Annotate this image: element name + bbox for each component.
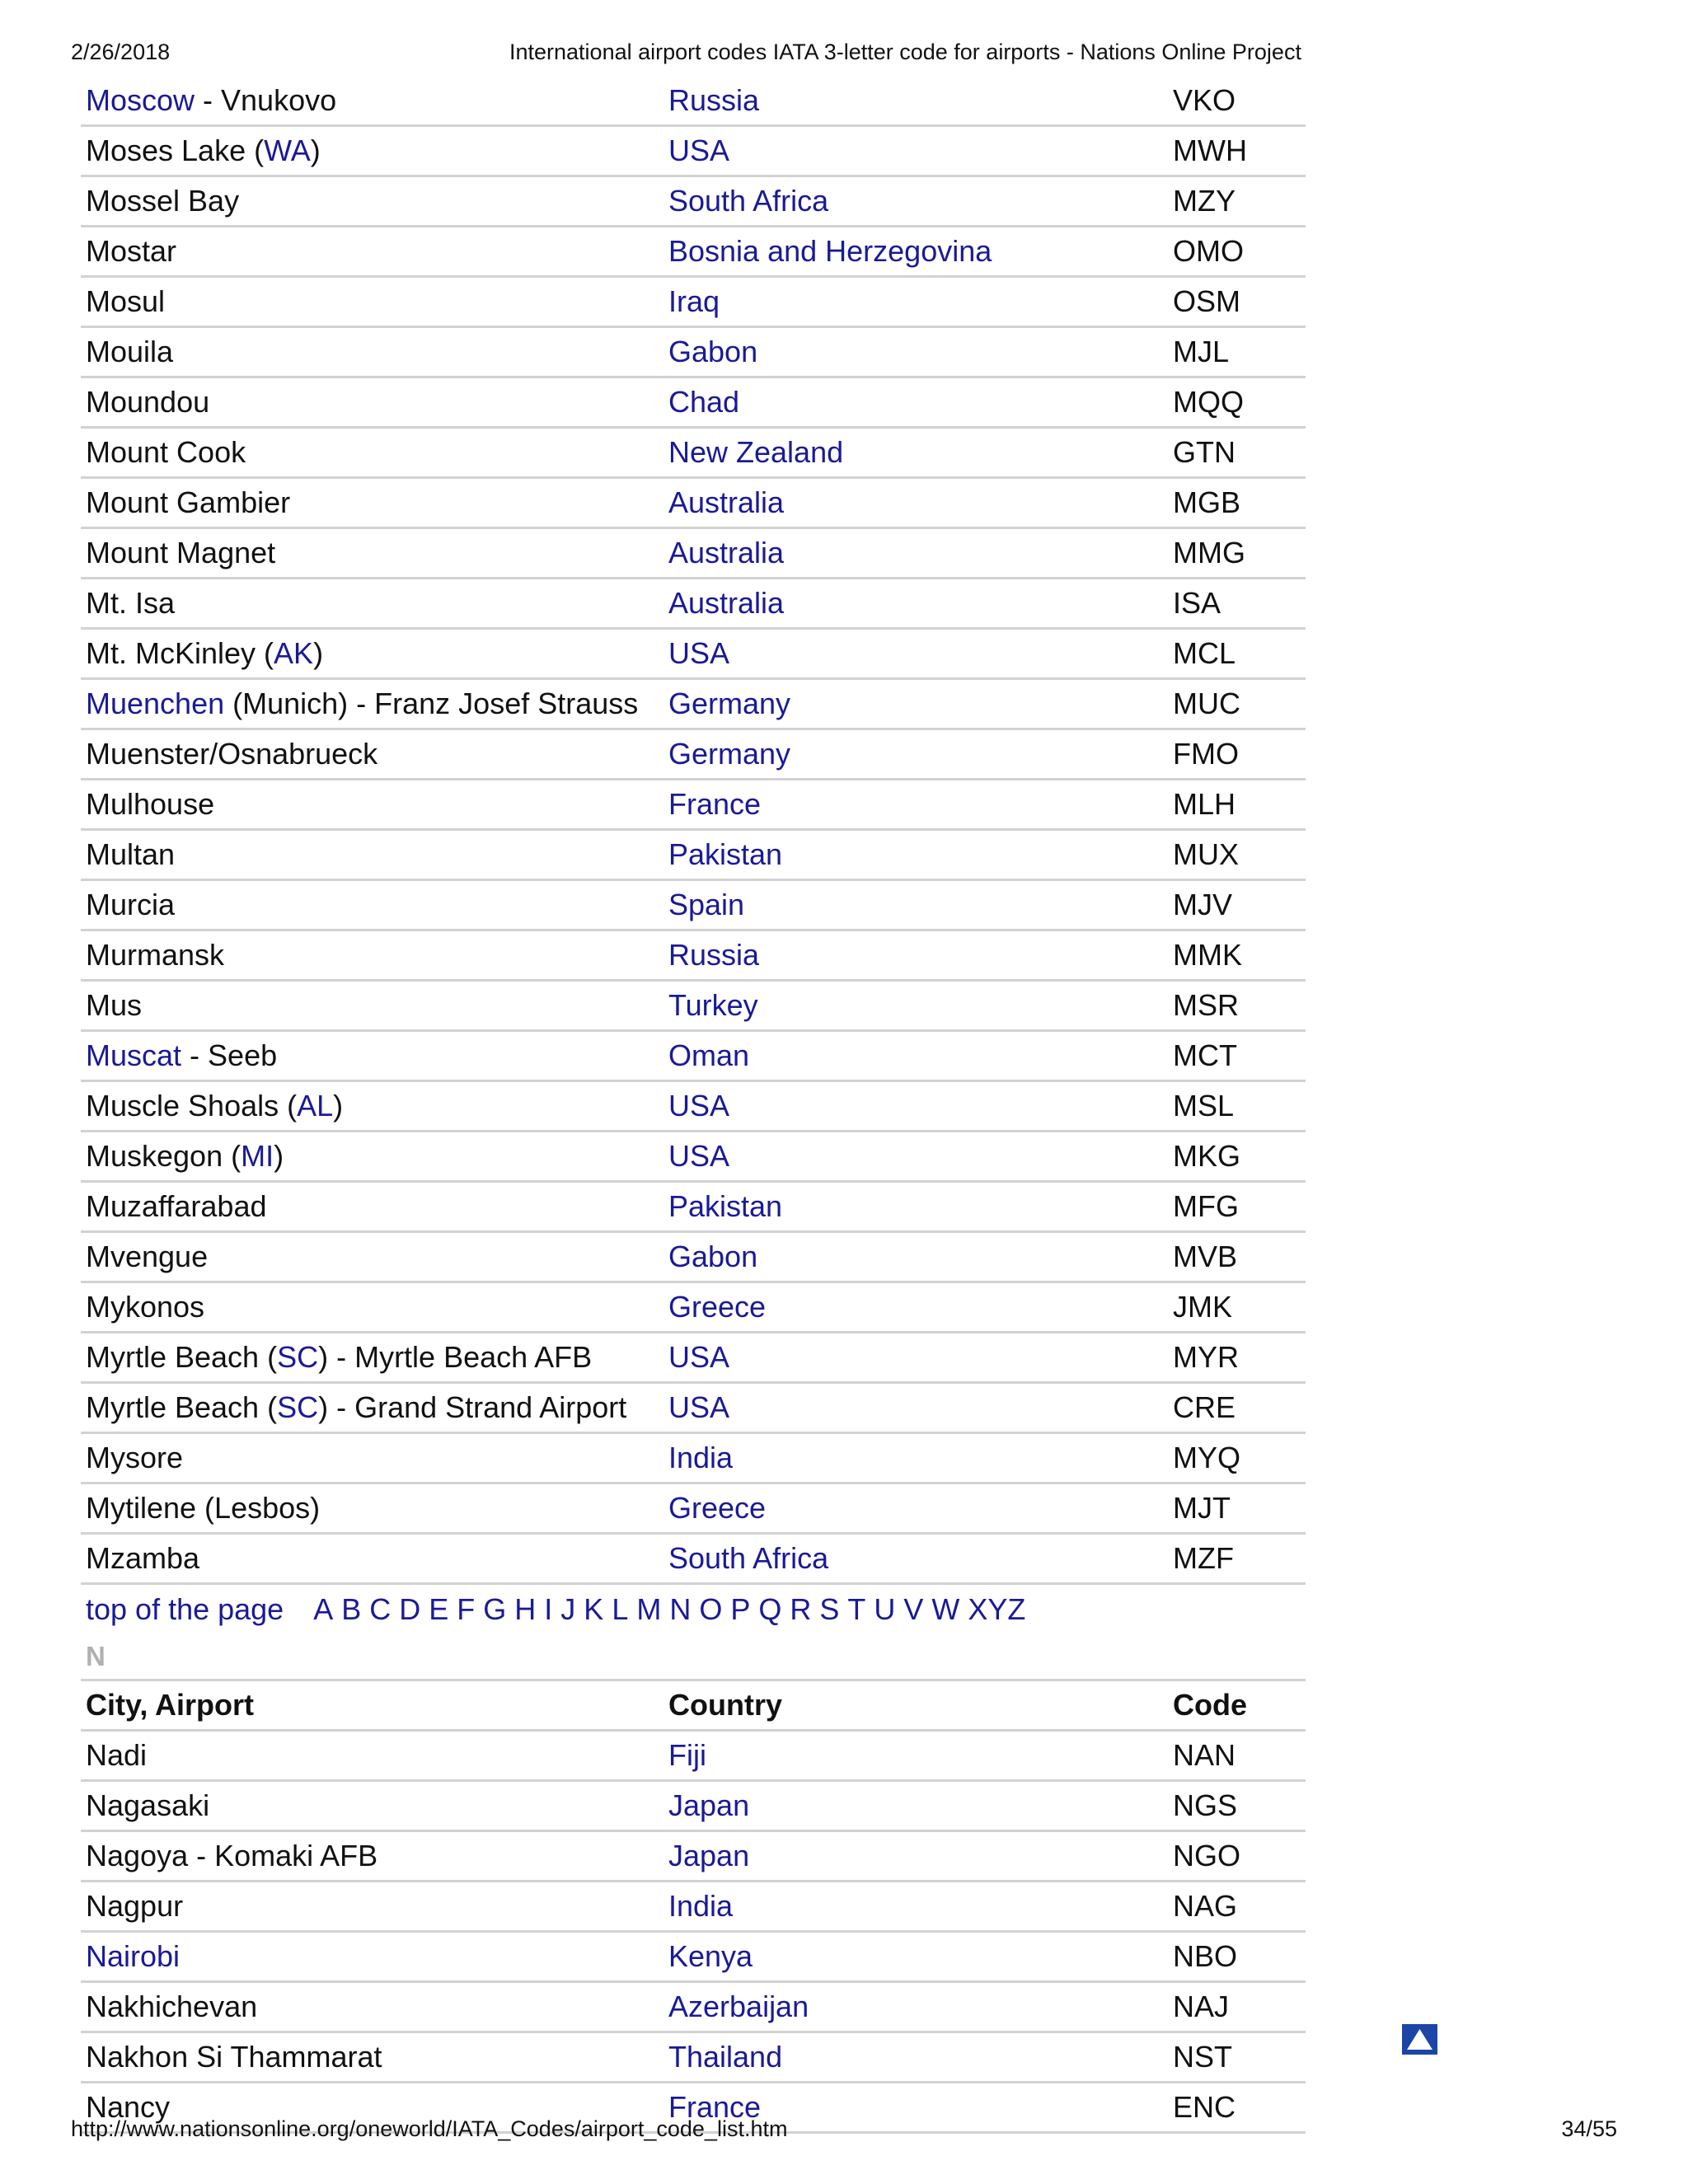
letter-link[interactable]: W [931,1592,960,1626]
city-text: Nagoya - Komaki AFB [86,1839,378,1872]
letter-link[interactable]: P [730,1592,751,1626]
iata-code: OSM [1173,284,1241,318]
table-row [81,1782,1306,1832]
table-row [81,982,1306,1032]
letter-link[interactable]: T [847,1592,866,1626]
iata-code: MGB [1173,485,1241,519]
iata-code: MVB [1173,1240,1238,1273]
letter-link[interactable]: XYZ [968,1592,1026,1626]
letter-link[interactable]: G [483,1592,507,1626]
iata-code: MYQ [1173,1441,1241,1474]
city-text: - Vnukovo [195,83,337,117]
city-airport-cell [81,988,668,1023]
country-link[interactable]: Iraq [668,284,720,318]
city-airport-cell [81,1240,668,1274]
city-airport-cell [81,1939,668,1974]
city-airport-cell [81,435,668,470]
iata-code: NAJ [1173,1990,1230,2023]
iata-code: MSL [1173,1089,1235,1122]
table-row [81,1384,1306,1434]
city-airport-cell [81,1038,668,1073]
table-row [81,529,1306,579]
iata-code: MCL [1173,636,1236,670]
city-text: Nancy [86,2090,171,2124]
city-text: Muzaffarabad [86,1189,267,1223]
city-text: Mus [86,988,143,1022]
city-airport-cell [81,737,668,771]
country-link[interactable]: Spain [668,888,745,921]
iata-code: NAN [1173,1738,1236,1772]
city-airport-cell [81,485,668,520]
country-link[interactable]: India [668,1441,734,1474]
city-text: Myrtle Beach ( [86,1340,278,1374]
country-link[interactable]: Pakistan [668,837,783,871]
city-text: ) [310,134,321,167]
city-text: Nadi [86,1738,148,1772]
country-link[interactable]: USA [668,1340,730,1374]
iata-code: NAG [1173,1889,1238,1923]
city-airport-cell [81,1139,668,1174]
country-link[interactable]: USA [668,636,730,670]
city-airport-cell [81,1541,668,1576]
letter-link[interactable]: E [429,1592,449,1626]
letter-link[interactable]: C [369,1592,392,1626]
country-link[interactable]: Japan [668,1839,750,1872]
city-text: Nakhon Si Thammarat [86,2040,382,2074]
iata-code: MZY [1173,184,1236,218]
iata-code: MCT [1173,1038,1237,1072]
city-text: ) [333,1089,344,1122]
letter-link[interactable]: V [903,1592,924,1626]
city-text: Mount Cook [86,435,246,469]
letter-link[interactable]: L [612,1592,629,1626]
country-link[interactable]: Russia [668,938,760,972]
letter-links [313,1592,1034,1627]
table-header-row [81,1681,1306,1732]
table-row [81,780,1306,831]
table-row [81,1032,1306,1082]
country-link[interactable]: Chad [668,385,740,419]
letter-link[interactable]: S [819,1592,840,1626]
city-text: Nagasaki [86,1788,210,1822]
city-text: Mosul [86,284,166,318]
print-header [71,40,1617,73]
country-link[interactable]: Japan [668,1788,750,1822]
country-link[interactable]: Australia [668,536,785,569]
iata-code: MSR [1173,988,1239,1022]
country-link[interactable]: Germany [668,737,791,771]
city-text: Mostar [86,234,177,268]
city-text: Muscle Shoals ( [86,1089,298,1122]
city-text: (Munich) - Franz Josef Strauss [224,687,639,720]
city-link[interactable]: AL [297,1089,334,1122]
letter-link[interactable]: U [874,1592,896,1626]
table-row [81,881,1306,931]
iata-code: FMO [1173,737,1239,771]
letter-link[interactable]: B [341,1592,362,1626]
city-airport-cell [81,1738,668,1773]
iata-code: NBO [1173,1939,1238,1973]
city-text: Mt. Isa [86,586,176,620]
city-text: Myrtle Beach ( [86,1390,278,1424]
city-airport-cell [81,385,668,419]
city-airport-cell [81,234,668,269]
iata-code: MZF [1173,1541,1234,1575]
letter-link[interactable]: H [514,1592,537,1626]
country-link[interactable]: India [668,1889,734,1923]
letter-link[interactable]: K [584,1592,604,1626]
table-row [81,680,1306,730]
city-text: - Seeb [181,1038,278,1072]
country-link[interactable]: USA [668,1139,730,1173]
country-link[interactable]: Fiji [668,1738,706,1772]
country-link[interactable]: France [668,2090,762,2124]
table-row [81,1233,1306,1283]
city-text: Moses Lake ( [86,134,265,167]
table-row [81,1283,1306,1333]
city-text: Mytilene (Lesbos) [86,1491,321,1525]
country-link[interactable]: Germany [668,687,791,720]
city-text: Moundou [86,385,210,419]
table-row [81,1535,1306,1585]
letter-link[interactable]: A [313,1592,334,1626]
city-text: Mount Gambier [86,485,291,519]
country-link[interactable]: USA [668,1390,730,1424]
iata-code: MLH [1173,787,1236,821]
country-link[interactable]: USA [668,134,730,167]
iata-code: MMG [1173,536,1245,569]
table-row [81,1882,1306,1933]
print-title: International airport codes IATA 3-letter code for airports - Nations Online Project [509,40,1301,64]
city-airport-cell [81,1889,668,1924]
country-link[interactable]: Oman [668,1038,750,1072]
city-airport-cell [81,938,668,972]
city-text: Murmansk [86,938,225,972]
city-link[interactable]: Muenchen [86,687,225,720]
table-row [81,1732,1306,1782]
table-row [81,1983,1306,2033]
city-airport-cell [81,586,668,621]
table-row [81,1333,1306,1384]
page-url: http://www.nationsonline.org/oneworld/IATA_Codes/airport_code_list.htm [71,2116,788,2141]
table-row [81,1082,1306,1132]
country-link[interactable]: Pakistan [668,1189,783,1223]
table-row [81,1832,1306,1882]
city-text: Mzamba [86,1541,200,1575]
letter-link[interactable]: R [790,1592,812,1626]
print-footer [71,2116,1617,2149]
city-text: Muenster/Osnabrueck [86,737,378,771]
city-airport-cell [81,687,668,721]
city-airport-cell [81,134,668,168]
table-row [81,328,1306,378]
print-date: 2/26/2018 [71,40,171,64]
city-text: Nagpur [86,1889,184,1923]
city-text: Murcia [86,888,176,921]
iata-code: ISA [1173,586,1221,620]
country-link[interactable]: France [668,787,762,821]
airport-code-table [81,77,1306,2134]
city-text: Mysore [86,1441,184,1474]
city-text: ) [313,636,324,670]
rows-after-section [81,1732,1306,2134]
city-text: Mykonos [86,1290,205,1324]
city-airport-cell [81,1441,668,1475]
city-text: ) - Myrtle Beach AFB [318,1340,593,1374]
table-row [81,630,1306,680]
city-text: ) - Grand Strand Airport [318,1390,627,1424]
city-link[interactable]: Moscow [86,83,195,117]
letter-link[interactable]: Q [758,1592,782,1626]
city-link[interactable]: Muscat [86,1038,182,1072]
top-of-page-link[interactable]: top of the page [86,1592,284,1626]
table-row [81,429,1306,479]
city-text: Mt. McKinley ( [86,636,274,670]
section-letter-heading: N [81,1634,1306,1681]
iata-code: MJV [1173,888,1232,921]
city-link[interactable]: SC [277,1340,319,1374]
country-link[interactable]: Australia [668,485,785,519]
iata-code: MUC [1173,687,1240,720]
city-airport-cell [81,1839,668,1873]
letter-navigation [81,1585,1306,1634]
table-row [81,1132,1306,1183]
country-link[interactable]: Australia [668,586,785,620]
city-airport-cell [81,83,668,118]
city-airport-cell [81,1089,668,1123]
letter-link[interactable]: J [560,1592,576,1626]
letter-link[interactable]: M [636,1592,662,1626]
iata-code: MJL [1173,335,1230,368]
city-airport-cell [81,787,668,822]
iata-code: MKG [1173,1139,1241,1173]
scroll-to-top-button[interactable] [1402,2024,1437,2055]
country-link[interactable]: Gabon [668,335,758,368]
iata-code: OMO [1173,234,1244,268]
iata-code: MYR [1173,1340,1239,1374]
city-text: ) [274,1139,284,1173]
letter-link[interactable]: N [669,1592,692,1626]
iata-code: MJT [1173,1491,1231,1525]
city-airport-cell [81,184,668,218]
city-airport-cell [81,2040,668,2074]
city-airport-cell [81,888,668,922]
iata-code: MUX [1173,837,1239,871]
city-airport-cell [81,1491,668,1526]
country-link[interactable]: Greece [668,1491,767,1525]
city-airport-cell [81,636,668,671]
table-row [81,1484,1306,1535]
letter-link[interactable]: O [699,1592,723,1626]
table-row [81,1434,1306,1484]
table-row [81,579,1306,630]
table-row [81,127,1306,177]
country-link[interactable]: Kenya [668,1939,753,1973]
city-link[interactable]: MI [241,1139,274,1173]
table-row [81,931,1306,982]
city-airport-cell [81,1189,668,1224]
city-airport-cell [81,284,668,319]
city-airport-cell [81,837,668,872]
table-row [81,1183,1306,1233]
city-text: Mossel Bay [86,184,240,218]
city-text: Multan [86,837,176,871]
city-link[interactable]: SC [277,1390,319,1424]
city-airport-cell [81,1788,668,1823]
country-link[interactable]: USA [668,1089,730,1122]
header-city: City, Airport [86,1688,254,1722]
iata-code: VKO [1173,83,1236,117]
table-row [81,227,1306,278]
table-row [81,730,1306,780]
iata-code: NST [1173,2040,1232,2074]
city-text: Mvengue [86,1240,209,1273]
header-code: Code [1173,1688,1247,1722]
table-row [81,77,1306,127]
letter-link[interactable]: I [544,1592,553,1626]
table-row [81,2033,1306,2083]
iata-code: MMK [1173,938,1242,972]
iata-code: GTN [1173,435,1236,469]
city-airport-cell [81,1990,668,2024]
letter-link[interactable]: D [399,1592,421,1626]
city-text: Mulhouse [86,787,215,821]
city-text: Nakhichevan [86,1990,258,2023]
up-arrow-icon [1402,2024,1437,2055]
country-link[interactable]: South Africa [668,184,829,218]
city-airport-cell [81,1290,668,1324]
city-link[interactable]: AK [274,636,314,670]
table-row [81,479,1306,529]
iata-code: MWH [1173,134,1247,167]
country-link[interactable]: Gabon [668,1240,758,1273]
city-airport-cell [81,335,668,369]
table-row [81,1933,1306,1983]
rows-before-section [81,77,1306,1585]
city-text: Mount Magnet [86,536,276,569]
letter-link[interactable]: F [457,1592,476,1626]
country-link[interactable]: New Zealand [668,435,844,469]
table-row [81,378,1306,429]
city-link[interactable]: WA [264,134,311,167]
country-link[interactable]: Russia [668,83,760,117]
page-number: 34/55 [1561,2116,1617,2141]
table-row [81,177,1306,227]
city-airport-cell [81,1390,668,1425]
iata-code: MQQ [1173,385,1244,419]
header-country: Country [668,1688,782,1722]
city-airport-cell [81,536,668,570]
country-link[interactable]: Thailand [668,2040,783,2074]
city-text: Muskegon ( [86,1139,241,1173]
table-row [81,278,1306,328]
iata-code: NGO [1173,1839,1241,1872]
iata-code: NGS [1173,1788,1238,1822]
country-link[interactable]: Turkey [668,988,758,1022]
iata-code: JMK [1173,1290,1232,1324]
city-airport-cell [81,1340,668,1375]
country-link[interactable]: Greece [668,1290,767,1324]
country-link[interactable]: South Africa [668,1541,829,1575]
table-row [81,831,1306,881]
iata-code: MFG [1173,1189,1239,1223]
city-link[interactable]: Nairobi [86,1939,181,1973]
country-link[interactable]: Bosnia and Herzegovina [668,234,992,268]
city-text: Mouila [86,335,174,368]
country-link[interactable]: Azerbaijan [668,1990,809,2023]
iata-code: CRE [1173,1390,1236,1424]
iata-code: ENC [1173,2090,1236,2124]
